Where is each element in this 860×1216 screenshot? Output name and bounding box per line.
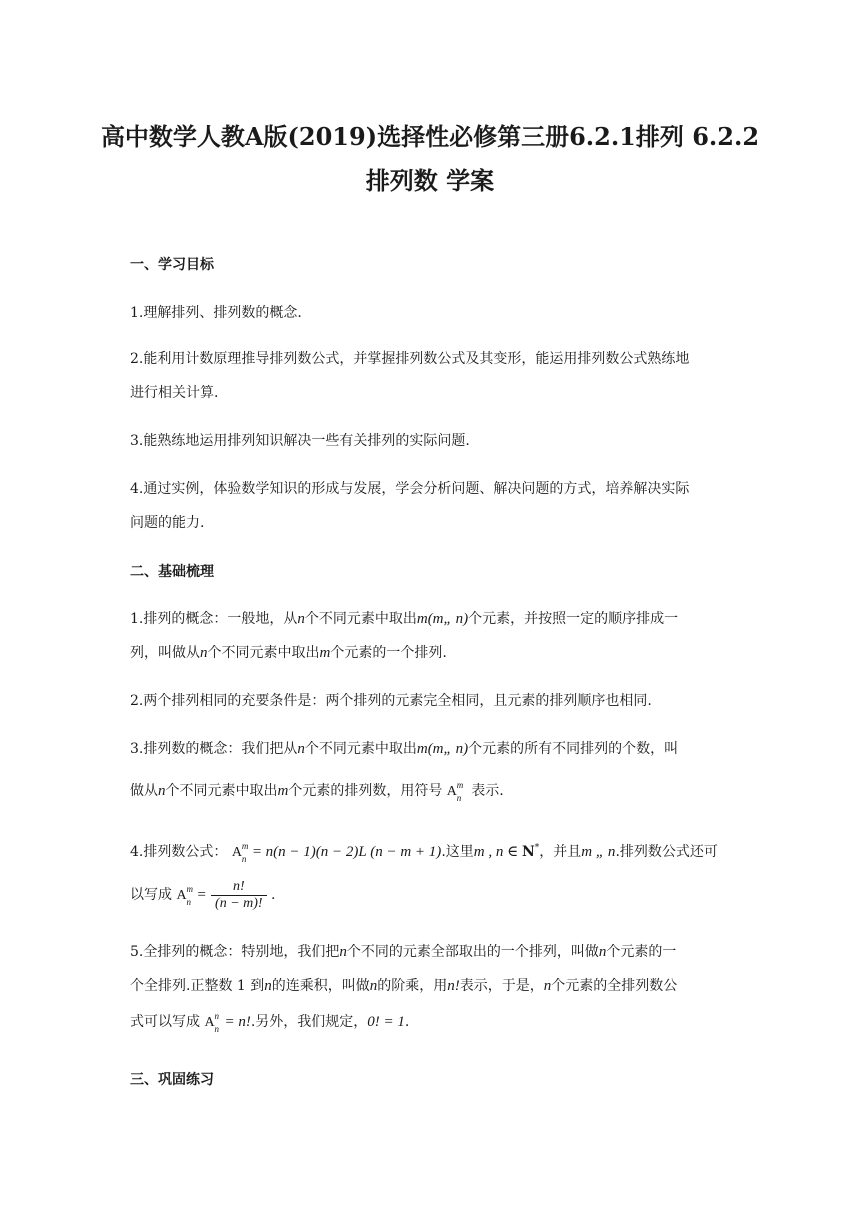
permutation-symbol: A m n [176,884,193,907]
fraction-denominator: (n − m)! [215,895,263,911]
basic-3-line-2 [130,780,740,803]
math-n: n [598,944,607,960]
math-full-permutation: = n! [224,1014,251,1030]
text: 个不同元素中取出 [304,741,417,757]
text: 3.排列数的概念：我们把从 [130,741,298,757]
section-heading-practice: 三、巩固练习 [130,1072,214,1088]
permutation-symbol: A m n [231,841,249,864]
text: 列，叫做从 [130,645,200,661]
math-m-le-n: m „ n [581,844,616,860]
text: 以写成 [130,887,172,903]
text: .这里 [441,844,474,860]
text: 个元素的一个排列. [330,645,447,661]
basic-1-line-2 [130,645,740,661]
section-heading-basics: 二、基础梳理 [130,564,214,580]
math-n: n [543,978,552,994]
math-n-factorial: n! [447,978,460,994]
text: 个全排列.正整数 1 到 [130,978,265,994]
text: . [271,887,276,903]
text: 个不同元素中取出 [207,645,320,661]
basic-1-line-1 [130,611,740,627]
text: 1.排列的概念：一般地，从 [130,611,298,627]
text: 个不同的元素全部取出的一个排列，叫做 [346,944,599,960]
goal-2-line-2: 进行相关计算. [130,385,219,401]
goal-3: 3.能熟练地运用排列知识解决一些有关排列的实际问题. [130,433,470,449]
text: 表示. [471,783,504,799]
math-formula: = n(n − 1)(n − 2)L (n − m + 1) [251,844,442,860]
text: 的连乘积，叫做 [271,978,370,994]
permutation-symbol: A n n [204,1011,219,1034]
basic-4-line-1 [130,840,740,864]
text: 4.排列数公式： [130,844,228,860]
math-m-condition: m(m„ n) [416,611,469,627]
section-heading-goals: 一、学习目标 [130,257,214,273]
text: 个元素的一 [606,944,677,960]
math-n: n [369,978,378,994]
goal-1: 1.理解排列、排列数的概念. [130,305,302,321]
math-n: n [158,783,166,799]
math-eq: = [196,887,207,903]
permutation-symbol: A m n [446,780,464,803]
text: 表示，于是， [459,978,544,994]
math-m: m [277,783,289,799]
math-n: n [264,978,272,994]
basic-5-line-1 [130,944,740,960]
document-title-line-1: 高中数学人教A版(2019)选择性必修第三册6.2.1排列 6.2.2 [100,122,760,151]
basic-3-line-1 [130,741,740,757]
text: 个不同元素中取出 [165,783,278,799]
math-n: n [339,944,347,960]
math-m: m [319,645,331,661]
goal-4-line-2: 问题的能力. [130,515,205,531]
text: 式可以写成 [130,1014,200,1030]
text: ，并且 [539,844,582,860]
text: 个元素的排列数，用符号 [288,783,443,799]
math-naturals: N [521,844,535,860]
document-title-line-2: 排列数 学案 [365,166,495,195]
math-mn-set: m , n ∈ [473,844,522,860]
text: .排列数公式还可 [615,844,718,860]
text: 做从 [130,783,158,799]
text: 个元素的全排列数公 [551,978,678,994]
text: 5.全排列的概念：特别地，我们把 [130,944,340,960]
goal-4-line-1: 4.通过实例，体验数学知识的形成与发展，学会分析问题、解决问题的方式，培养解决实际 [130,481,690,497]
math-n: n [297,611,305,627]
text: 的阶乘，用 [377,978,448,994]
goal-2-line-1: 2.能利用计数原理推导排列数公式，并掌握排列数公式及其变形，能运用排列数公式熟练地 [130,351,690,367]
text: . [404,1014,410,1030]
text: .另外，我们规定， [250,1014,368,1030]
text: 个不同元素中取出 [304,611,417,627]
fraction-numerator: n! [211,879,267,896]
text: 个元素，并按照一定的顺序排成一 [468,611,679,627]
basic-5-line-2 [130,978,740,994]
math-zero-factorial: 0! = 1 [367,1014,405,1030]
math-star: * [534,843,540,853]
basic-5-line-3 [130,1011,740,1034]
basic-4-line-2 [130,875,740,915]
basic-2: 2.两个排列相同的充要条件是：两个排列的元素完全相同，且元素的排列顺序也相同. [130,693,652,709]
math-n: n [200,645,208,661]
math-n: n [297,741,305,757]
text: 个元素的所有不同排列的个数，叫 [468,741,679,757]
math-m-condition: m(m„ n) [416,741,469,757]
fraction [211,879,267,912]
